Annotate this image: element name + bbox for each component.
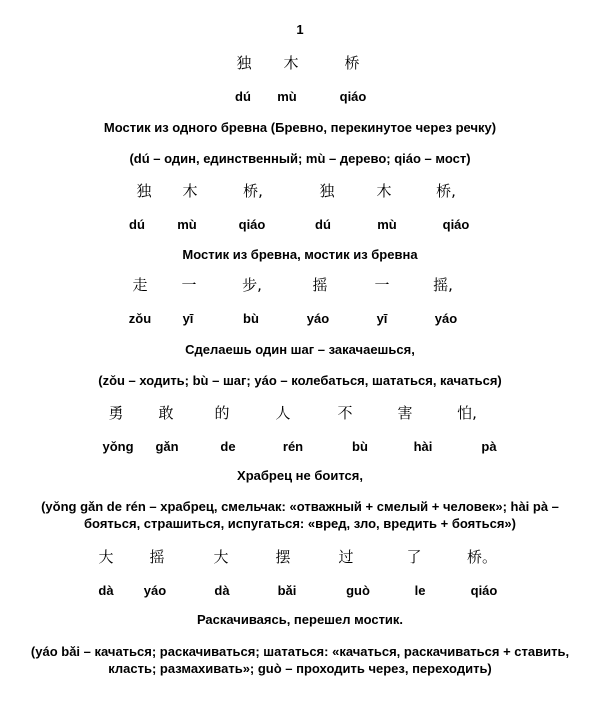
pinyin-word: qiáo [442,217,470,232]
hanzi-char: 桥, [243,182,263,200]
pinyin-word: dú [315,217,331,232]
hanzi-char: 独 [319,182,335,200]
pinyin-word: dà [98,583,114,598]
hanzi-char: 桥。 [466,548,498,566]
line3-gloss-line2: бояться, страшиться, испугаться: «вред, зло, вредить + бояться») [84,516,516,531]
pinyin-word: bù [352,439,368,454]
line3-translation: Храбрец не боится, [237,468,363,483]
pinyin-word: yǒng [102,439,134,454]
pinyin-word: zǒu [128,311,152,326]
pinyin-word: guò [346,583,370,598]
hanzi-char: 害 [397,404,413,422]
hanzi-char: 了 [406,548,422,566]
pinyin-word: gǎn [155,439,179,454]
line3-gloss-line1: (yǒng gǎn de rén – храбрец, смельчак: «отважный + смелый + человек»; hài pà – [41,499,559,514]
line3-hanzi-row [0,402,600,424]
line2-hanzi-row [0,274,600,296]
hanzi-char: 走 [132,276,148,294]
hanzi-char: 摆 [275,548,291,566]
hanzi-char: 一 [374,276,390,294]
line2-pinyin-row [0,308,600,330]
pinyin-word: rén [282,439,304,454]
hanzi-char: 敢 [158,404,174,422]
hanzi-char: 过 [338,548,354,566]
pinyin-word: yáo [306,311,330,326]
pinyin-word: dú [235,89,251,104]
hanzi-char: 一 [181,276,197,294]
pinyin-word: yáo [434,311,458,326]
hanzi-char: 不 [337,404,353,422]
pinyin-word: bǎi [277,583,297,598]
title-translation: Мостик из одного бревна (Бревно, перекинутое через речку) [103,120,497,135]
line1-hanzi-row [0,180,600,202]
hanzi-char: 大 [213,548,229,566]
line4-gloss-line1: (yáo bǎi – качаться; раскачиваться; шататься: «качаться, раскачиваться + ставить, [30,644,570,659]
line4-pinyin-row [0,580,600,602]
hanzi-char: 摇 [149,548,165,566]
pinyin-word: qiáo [238,217,266,232]
hanzi-char: 桥, [436,182,456,200]
hanzi-char: 木 [182,182,198,200]
line1-pinyin-row [0,214,600,236]
pinyin-word: de [220,439,236,454]
line3-pinyin-row [0,436,600,458]
pinyin-word: qiáo [470,583,498,598]
hanzi-char: 勇 [108,404,124,422]
pinyin-word: mù [277,89,297,104]
line2-translation: Сделаешь один шаг – закачаешься, [185,342,415,357]
title-hanzi-row [0,52,600,74]
hanzi-char: 桥 [344,54,360,72]
line4-gloss-line2: класть; размахивать»; guò – проходить через, переходить) [108,661,492,676]
line4-translation: Раскачиваясь, перешел мостик. [196,612,404,627]
hanzi-char: 独 [136,182,152,200]
pinyin-word: mù [177,217,197,232]
pinyin-word: yáo [143,583,167,598]
pinyin-word: dú [129,217,145,232]
hanzi-char: 摇 [312,276,328,294]
pinyin-word: le [414,583,426,598]
line4-hanzi-row [0,546,600,568]
hanzi-char: 步, [242,276,262,294]
title-gloss: (dú – один, единственный; mù – дерево; qiáo – мост) [129,151,471,166]
page-number: 1 [296,22,304,37]
hanzi-char: 人 [275,404,291,422]
pinyin-word: dà [214,583,230,598]
line2-gloss: (zǒu – ходить; bù – шаг; yáo – колебаться, шататься, качаться) [98,373,502,388]
pinyin-word: bù [243,311,259,326]
hanzi-char: 木 [283,54,299,72]
line1-translation: Мостик из бревна, мостик из бревна [182,247,418,262]
pinyin-word: yī [182,311,194,326]
pinyin-word: qiáo [339,89,367,104]
title-pinyin-row [0,86,600,108]
hanzi-char: 独 [236,54,252,72]
hanzi-char: 摇, [433,276,453,294]
pinyin-word: hài [413,439,433,454]
hanzi-char: 大 [98,548,114,566]
hanzi-char: 怕, [457,404,477,422]
hanzi-char: 木 [376,182,392,200]
pinyin-word: mù [377,217,397,232]
pinyin-word: yī [376,311,388,326]
pinyin-word: pà [481,439,497,454]
hanzi-char: 的 [214,404,230,422]
